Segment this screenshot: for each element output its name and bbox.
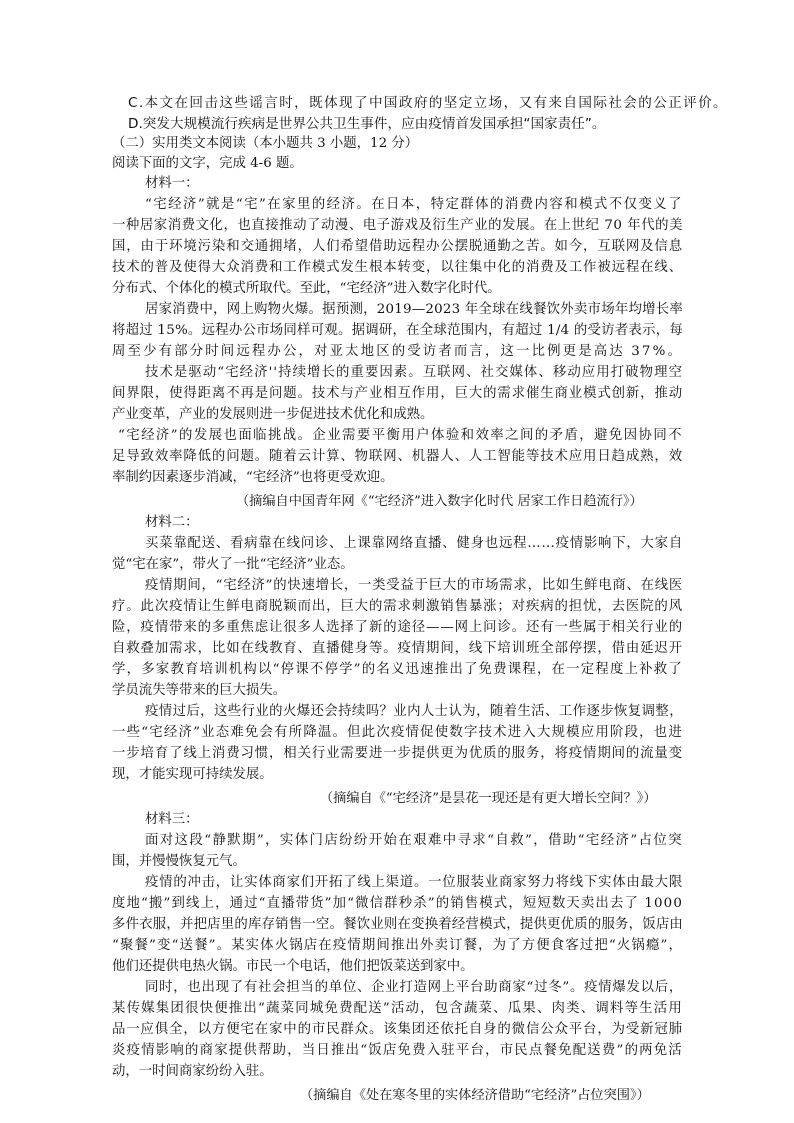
material-1-line: 间界限，使得距离不再是问题。技术与产业相互作用，巨大的需求催生商业模式创新，推动 bbox=[112, 386, 683, 401]
material-3-line: 他们还提供电热火锅。市民一个电话，他们把饭菜送到家中。 bbox=[112, 959, 474, 974]
material-2-label: 材料二： bbox=[145, 515, 199, 530]
material-1-label: 材料一： bbox=[145, 176, 199, 191]
material-2-line: 险，疫情带来的多重焦虑让很多人选择了新的途径——网上问诊。还有一些属于相关行业的 bbox=[112, 620, 683, 635]
material-3-line: “聚餐”变“送餐”。某实体火锅店在疫情期间推出外卖订餐，为了方便食客过把“火锅瘾”， bbox=[112, 938, 684, 953]
material-2-line: 疫情期间，“宅经济”的快速增长，一类受益于巨大的市场需求，比如生鲜电商、在线医 bbox=[145, 578, 684, 593]
material-3-line: 炎疫情影响的商家提供帮助，当日推出“饭店免费入驻平台，市民点餐免配送费”的两免活 bbox=[112, 1043, 683, 1058]
material-1-line: “宅经济”就是“宅”在家里的经济。在日本，特定群体的消费内容和模式不仅变义了 bbox=[145, 197, 683, 212]
material-3-line: 围，并慢慢恢复元气。 bbox=[112, 854, 246, 869]
material-2-line: 觉“宅在家”，带火了一批“宅经济”业态。 bbox=[112, 557, 354, 572]
material-3-line: 同时，也出现了有社会担当的单位、企业打造网上平台助商家“过冬”。疫情爆发以后， bbox=[145, 980, 684, 995]
material-2-line: 一步培育了线上消费习惯，相关行业需要进一步提供更为优质的服务，将疫情期间的流量变 bbox=[112, 746, 683, 761]
material-2-source: （摘编自《“宅经济”是昙花一现还是有更大增长空间？》） bbox=[320, 791, 657, 806]
material-3-line: 疫情的冲击，让实体商家们开拓了线上渠道。一位服装业商家努力将线下实体由最大限 bbox=[145, 875, 683, 890]
material-2-line: 学，多家教育培训机构以“停课不停学”的名义迅速推出了免费课程，在一定程度上补救了 bbox=[112, 662, 683, 677]
material-1-line: 足导致效率降低的问题。随着云计算、物联网、机器人、人工智能等技术应用日趋成熟，效 bbox=[112, 449, 683, 464]
material-1-line: 分布式、个体化的模式所取代。至此，“宅经济”进入数字化时代。 bbox=[112, 281, 501, 296]
material-1-line: 居家消费中，网上购物火爆。据预测，2019—2023 年全球在线餐饮外卖市场年均增长率 bbox=[145, 302, 683, 317]
section-heading: （二）实用类文本阅读（本小题共 3 小题，12 分） bbox=[112, 136, 419, 151]
material-1-line: 将超过 15%。远程办公市场同样可观。据调研，在全球范围内，有超过 1/4 的受访者表示，每 bbox=[112, 323, 683, 338]
material-1-line: 率制约因素逐步消减，“宅经济”也将更受欢迎。 bbox=[112, 470, 394, 485]
material-1-source: （摘编自中国青年网《“宅经济”进入数字化时代 居家工作日趋流行》） bbox=[236, 494, 643, 509]
material-3-line: 多件衣服，并把店里的库存销售一空。餐饮业则在变换着经营模式，提供更优质的服务，饭店由 bbox=[112, 917, 684, 932]
material-1-line: 周至少有部分时间远程办公，对亚太地区的受访者而言，这一比例更是高达 37%。 bbox=[112, 344, 683, 359]
material-2-line: 一些“宅经济”业态难免会有所降温。但此次疫情促使数字技术进入大规模应用阶段，也进 bbox=[112, 725, 683, 740]
material-3-line: 度地“搬”到线上，通过“直播带货”加“微信群秒杀”的销售模式，短短数天卖出去了 1000 bbox=[112, 896, 683, 911]
material-2-line: 疫情过后，这些行业的火爆还会持续吗？业内人士认为，随着生活、工作逐步恢复调整， bbox=[145, 704, 683, 719]
material-1-line: 技术是驱动“宅经济''持续增长的重要因素。互联网、社交媒体、移动应用打破物理空 bbox=[145, 365, 683, 380]
section-instruction: 阅读下面的文字，完成 4-6 题。 bbox=[112, 156, 303, 171]
material-3-line: 品一应俱全，以方便宅在家中的市民群众。该集团还依托自身的微信公众平台，为受新冠肺 bbox=[112, 1022, 683, 1037]
material-1-line: 国，由于环境污染和交通拥堵，人们希望借助远程办公摆脱通勤之苦。如今，互联网及信息 bbox=[112, 239, 683, 254]
material-3-label: 材料三： bbox=[145, 812, 199, 827]
material-2-line: 学员流失等带来的巨大损失。 bbox=[112, 683, 287, 698]
option-d: D.突发大规模流行疾病是世界公共卫生事件，应由疫情首发国承担“国家责任”。 bbox=[128, 116, 606, 132]
material-1-line: 技术的普及使得大众消费和工作模式发生根本转变，以往集中化的消费及工作被远程在线、 bbox=[112, 260, 683, 275]
material-1-line: “宅经济”的发展也面临挑战。企业需要平衡用户体验和效率之间的矛盾，避免因协同不 bbox=[118, 428, 683, 443]
material-1-line: 一种居家消费文化，也直接推动了动漫、电子游戏及衍生产业的发展。在上世纪 70 年代的美 bbox=[112, 218, 684, 233]
option-c: C.本文在回击这些谣言时，既体现了中国政府的坚定立场，又有来自国际社会的公正评价。 bbox=[128, 95, 729, 111]
material-2-line: 现，才能实现可持续发展。 bbox=[112, 767, 273, 782]
material-3-line: 动，一时间商家纷纷入驻。 bbox=[112, 1064, 273, 1079]
material-2-line: 自救叠加需求，比如在线教育、直播健身等。疫情期间，线下培训班全部停摆，借由延迟开 bbox=[112, 641, 683, 656]
material-3-line: 某传媒集团很快便推出“蔬菜同城免费配送”活动，包含蔬菜、瓜果、肉类、调料等生活用 bbox=[112, 1001, 683, 1016]
material-1-line: 产业变革，产业的发展则进一步促进技术优化和成熟。 bbox=[112, 407, 434, 422]
material-3-line: 面对这段“静默期”，实体门店纷纷开始在艰难中寻求“自救”，借助“宅经济”占位突 bbox=[145, 833, 683, 848]
material-3-source: （摘编自《处在寒冬里的实体经济借助“宅经济”占位突围》） bbox=[300, 1088, 650, 1103]
material-2-line: 疗。此次疫情让生鲜电商脱颖而出，巨大的需求刺激销售暴涨；对疾病的担忧，去医院的风 bbox=[112, 599, 683, 614]
material-2-line: 买菜靠配送、看病靠在线问诊、上课靠网络直播、健身也远程……疫情影响下，大家自 bbox=[145, 536, 683, 551]
